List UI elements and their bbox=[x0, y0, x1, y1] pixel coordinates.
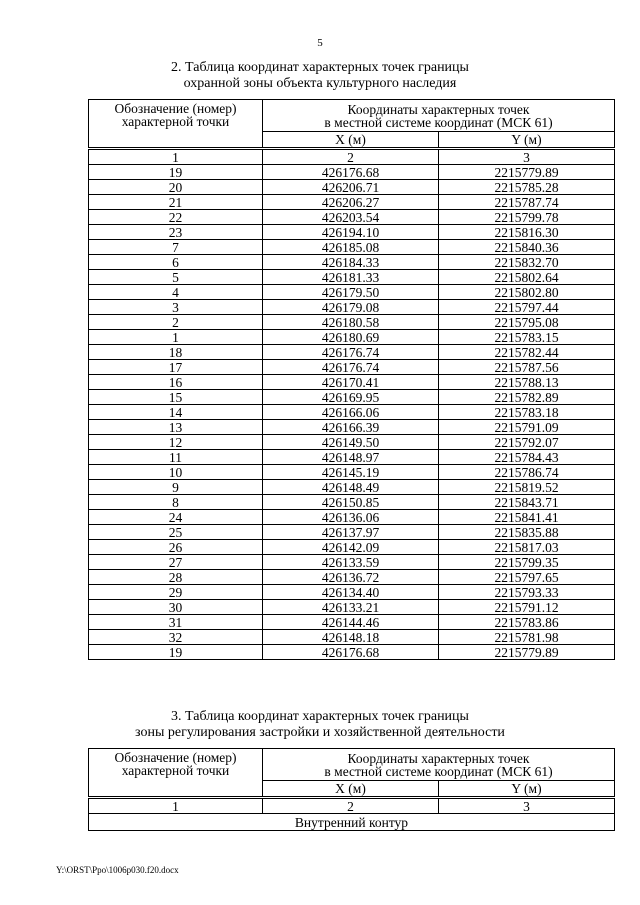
table-row bbox=[89, 405, 615, 420]
table-row bbox=[89, 600, 615, 615]
table-row bbox=[89, 570, 615, 585]
x-coordinate-cell: 426136.06 bbox=[263, 510, 439, 525]
x-coordinate-cell: 426180.69 bbox=[263, 330, 439, 345]
table3-title-line1: 3. Таблица координат характерных точек границы bbox=[171, 709, 469, 724]
y-coordinate-cell: 2215799.35 bbox=[439, 555, 615, 570]
page-number: 5 bbox=[317, 37, 323, 49]
y-coordinate-cell: 2215788.13 bbox=[439, 375, 615, 390]
x-coordinate-cell: 426142.09 bbox=[263, 540, 439, 555]
table-row bbox=[89, 585, 615, 600]
header-point-line2: характерной точки bbox=[121, 114, 230, 129]
x-coordinate-cell: 426144.46 bbox=[263, 615, 439, 630]
column-number-3: 3 bbox=[439, 798, 615, 814]
y-coordinate-cell: 2215802.80 bbox=[439, 285, 615, 300]
y-coordinate-cell: 2215781.98 bbox=[439, 630, 615, 645]
point-number-cell: 6 bbox=[89, 255, 263, 270]
point-number-cell: 26 bbox=[89, 540, 263, 555]
point-number-cell: 5 bbox=[89, 270, 263, 285]
point-number-cell: 25 bbox=[89, 525, 263, 540]
table-row bbox=[89, 465, 615, 480]
point-number-cell: 32 bbox=[89, 630, 263, 645]
column-number-3: 3 bbox=[439, 149, 615, 165]
point-number-cell: 22 bbox=[89, 210, 263, 225]
y-coordinate-cell: 2215779.89 bbox=[439, 645, 615, 660]
y-coordinate-cell: 2215795.08 bbox=[439, 315, 615, 330]
table-row bbox=[89, 240, 615, 255]
point-number-cell: 31 bbox=[89, 615, 263, 630]
y-coordinate-cell: 2215797.65 bbox=[439, 570, 615, 585]
point-number-cell: 23 bbox=[89, 225, 263, 240]
header-y: Y (м) bbox=[439, 132, 615, 149]
table-row bbox=[89, 450, 615, 465]
header-point-designation bbox=[89, 749, 263, 798]
point-number-cell: 21 bbox=[89, 195, 263, 210]
y-coordinate-cell: 2215785.28 bbox=[439, 180, 615, 195]
y-coordinate-cell: 2215786.74 bbox=[439, 465, 615, 480]
column-number-2: 2 bbox=[263, 149, 439, 165]
point-number-cell: 19 bbox=[89, 165, 263, 180]
point-number-cell: 29 bbox=[89, 585, 263, 600]
x-coordinate-cell: 426145.19 bbox=[263, 465, 439, 480]
point-number-cell: 27 bbox=[89, 555, 263, 570]
point-number-cell: 13 bbox=[89, 420, 263, 435]
section-row-inner-contour: Внутренний контур bbox=[89, 814, 615, 831]
coordinates-table-2 bbox=[88, 99, 615, 660]
table-row bbox=[89, 285, 615, 300]
y-coordinate-cell: 2215779.89 bbox=[439, 165, 615, 180]
table-row bbox=[89, 345, 615, 360]
y-coordinate-cell: 2215841.41 bbox=[439, 510, 615, 525]
header-point-line1: Обозначение (номер) bbox=[114, 750, 237, 765]
point-number-cell: 30 bbox=[89, 600, 263, 615]
y-coordinate-cell: 2215782.44 bbox=[439, 345, 615, 360]
point-number-cell: 8 bbox=[89, 495, 263, 510]
y-coordinate-cell: 2215782.89 bbox=[439, 390, 615, 405]
y-coordinate-cell: 2215832.70 bbox=[439, 255, 615, 270]
table-row bbox=[89, 495, 615, 510]
y-coordinate-cell: 2215783.86 bbox=[439, 615, 615, 630]
point-number-cell: 14 bbox=[89, 405, 263, 420]
table-row bbox=[89, 555, 615, 570]
table3-title bbox=[0, 709, 640, 741]
point-number-cell: 10 bbox=[89, 465, 263, 480]
x-coordinate-cell: 426166.06 bbox=[263, 405, 439, 420]
point-number-cell: 18 bbox=[89, 345, 263, 360]
x-coordinate-cell: 426169.95 bbox=[263, 390, 439, 405]
x-coordinate-cell: 426134.40 bbox=[263, 585, 439, 600]
header-x: X (м) bbox=[263, 132, 439, 149]
x-coordinate-cell: 426176.68 bbox=[263, 165, 439, 180]
x-coordinate-cell: 426185.08 bbox=[263, 240, 439, 255]
x-coordinate-cell: 426206.27 bbox=[263, 195, 439, 210]
x-coordinate-cell: 426203.54 bbox=[263, 210, 439, 225]
x-coordinate-cell: 426179.50 bbox=[263, 285, 439, 300]
x-coordinate-cell: 426137.97 bbox=[263, 525, 439, 540]
header-point-line2: характерной точки bbox=[121, 763, 230, 778]
point-number-cell: 3 bbox=[89, 300, 263, 315]
table-row bbox=[89, 510, 615, 525]
table-row bbox=[89, 330, 615, 345]
x-coordinate-cell: 426148.49 bbox=[263, 480, 439, 495]
header-coordinates bbox=[263, 100, 615, 132]
y-coordinate-cell: 2215792.07 bbox=[439, 435, 615, 450]
x-coordinate-cell: 426136.72 bbox=[263, 570, 439, 585]
point-number-cell: 16 bbox=[89, 375, 263, 390]
table-row bbox=[89, 525, 615, 540]
point-number-cell: 7 bbox=[89, 240, 263, 255]
table-row bbox=[89, 270, 615, 285]
y-coordinate-cell: 2215835.88 bbox=[439, 525, 615, 540]
x-coordinate-cell: 426181.33 bbox=[263, 270, 439, 285]
header-x: X (м) bbox=[263, 781, 439, 798]
x-coordinate-cell: 426206.71 bbox=[263, 180, 439, 195]
table2-title-line1: 2. Таблица координат характерных точек границы bbox=[171, 60, 469, 75]
header-coords-line1: Координаты характерных точек bbox=[347, 750, 530, 766]
point-number-cell: 19 bbox=[89, 645, 263, 660]
header-coords-line2: в местной системе координат (МСК 61) bbox=[324, 763, 553, 779]
y-coordinate-cell: 2215843.71 bbox=[439, 495, 615, 510]
header-coordinates bbox=[263, 749, 615, 781]
x-coordinate-cell: 426176.74 bbox=[263, 345, 439, 360]
point-number-cell: 15 bbox=[89, 390, 263, 405]
point-number-cell: 9 bbox=[89, 480, 263, 495]
y-coordinate-cell: 2215819.52 bbox=[439, 480, 615, 495]
table-row bbox=[89, 300, 615, 315]
table2-title-line2: охранной зоны объекта культурного наследия bbox=[183, 76, 457, 91]
table-row bbox=[89, 210, 615, 225]
y-coordinate-cell: 2215797.44 bbox=[439, 300, 615, 315]
y-coordinate-cell: 2215784.43 bbox=[439, 450, 615, 465]
point-number-cell: 20 bbox=[89, 180, 263, 195]
point-number-cell: 17 bbox=[89, 360, 263, 375]
y-coordinate-cell: 2215783.15 bbox=[439, 330, 615, 345]
y-coordinate-cell: 2215817.03 bbox=[439, 540, 615, 555]
x-coordinate-cell: 426180.58 bbox=[263, 315, 439, 330]
file-path-footer: Y:\ORST\Ppo\1006p030.f20.docx bbox=[56, 865, 179, 875]
y-coordinate-cell: 2215793.33 bbox=[439, 585, 615, 600]
table-row bbox=[89, 255, 615, 270]
x-coordinate-cell: 426148.18 bbox=[263, 630, 439, 645]
x-coordinate-cell: 426179.08 bbox=[263, 300, 439, 315]
table-row bbox=[89, 315, 615, 330]
y-coordinate-cell: 2215791.09 bbox=[439, 420, 615, 435]
x-coordinate-cell: 426176.68 bbox=[263, 645, 439, 660]
y-coordinate-cell: 2215802.64 bbox=[439, 270, 615, 285]
y-coordinate-cell: 2215799.78 bbox=[439, 210, 615, 225]
point-number-cell: 28 bbox=[89, 570, 263, 585]
y-coordinate-cell: 2215787.74 bbox=[439, 195, 615, 210]
x-coordinate-cell: 426194.10 bbox=[263, 225, 439, 240]
point-number-cell: 12 bbox=[89, 435, 263, 450]
y-coordinate-cell: 2215816.30 bbox=[439, 225, 615, 240]
x-coordinate-cell: 426133.21 bbox=[263, 600, 439, 615]
header-y: Y (м) bbox=[439, 781, 615, 798]
x-coordinate-cell: 426170.41 bbox=[263, 375, 439, 390]
coordinates-table-3 bbox=[88, 748, 615, 831]
point-number-cell: 1 bbox=[89, 330, 263, 345]
column-number-2: 2 bbox=[263, 798, 439, 814]
header-point-line1: Обозначение (номер) bbox=[114, 101, 237, 116]
table2-title bbox=[0, 60, 640, 92]
x-coordinate-cell: 426150.85 bbox=[263, 495, 439, 510]
column-number-1: 1 bbox=[89, 798, 263, 814]
y-coordinate-cell: 2215787.56 bbox=[439, 360, 615, 375]
x-coordinate-cell: 426166.39 bbox=[263, 420, 439, 435]
table-row bbox=[89, 630, 615, 645]
x-coordinate-cell: 426176.74 bbox=[263, 360, 439, 375]
table-row bbox=[89, 375, 615, 390]
x-coordinate-cell: 426133.59 bbox=[263, 555, 439, 570]
table-row bbox=[89, 360, 615, 375]
header-coords-line1: Координаты характерных точек bbox=[347, 101, 530, 117]
header-coords-line2: в местной системе координат (МСК 61) bbox=[324, 114, 553, 130]
table-row bbox=[89, 195, 615, 210]
point-number-cell: 2 bbox=[89, 315, 263, 330]
table-row bbox=[89, 615, 615, 630]
x-coordinate-cell: 426149.50 bbox=[263, 435, 439, 450]
header-point-designation bbox=[89, 100, 263, 149]
point-number-cell: 4 bbox=[89, 285, 263, 300]
y-coordinate-cell: 2215783.18 bbox=[439, 405, 615, 420]
x-coordinate-cell: 426184.33 bbox=[263, 255, 439, 270]
table-row bbox=[89, 540, 615, 555]
point-number-cell: 24 bbox=[89, 510, 263, 525]
x-coordinate-cell: 426148.97 bbox=[263, 450, 439, 465]
table-row bbox=[89, 420, 615, 435]
point-number-cell: 11 bbox=[89, 450, 263, 465]
table-row bbox=[89, 645, 615, 660]
y-coordinate-cell: 2215840.36 bbox=[439, 240, 615, 255]
table-row bbox=[89, 435, 615, 450]
table-row bbox=[89, 480, 615, 495]
table-row bbox=[89, 165, 615, 180]
table-row bbox=[89, 225, 615, 240]
column-number-1: 1 bbox=[89, 149, 263, 165]
table-row bbox=[89, 390, 615, 405]
table-row bbox=[89, 180, 615, 195]
y-coordinate-cell: 2215791.12 bbox=[439, 600, 615, 615]
table3-title-line2: зоны регулирования застройки и хозяйственной деятельности bbox=[135, 725, 505, 740]
